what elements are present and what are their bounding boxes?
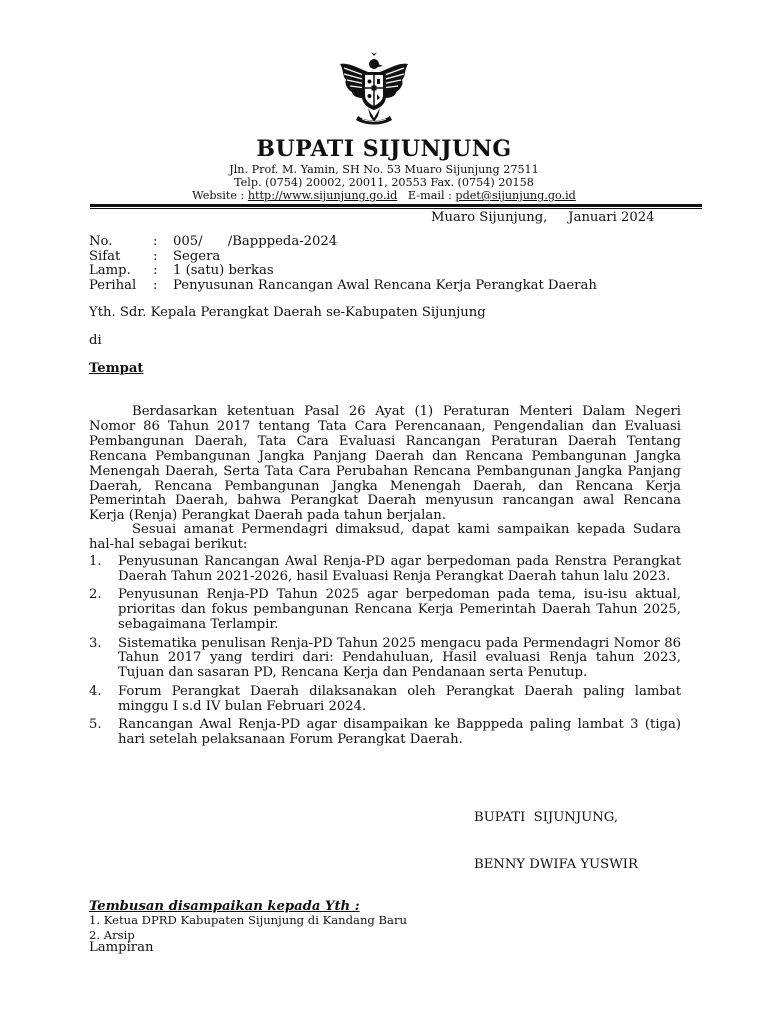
letter-meta	[89, 235, 597, 293]
meta-row-number	[89, 235, 597, 250]
signature-title: BUPATI SIJUNJUNG,	[474, 810, 619, 825]
meta-value: 005/ /Bapppeda-2024	[173, 234, 338, 249]
meta-colon: :	[153, 277, 158, 293]
letterhead-contact	[0, 189, 768, 203]
website-prefix: Website :	[192, 189, 248, 202]
signature-name: BENNY DWIFA YUSWIR	[474, 857, 638, 872]
list-text: Rancangan Awal Renja-PD agar disampaikan ke Bapppeda paling lambat 3 (tiga) hari setelah pelaksanaan Forum Perangkat Daerah.	[118, 717, 681, 747]
attachment-label: Lampiran	[89, 940, 154, 955]
website-link[interactable]: http://www.sijunjung.go.id	[247, 189, 398, 202]
letterhead-phone: Telp. (0754) 20002, 20011, 20553 Fax. (0754) 20158	[234, 176, 534, 189]
list-number: 5.	[89, 717, 102, 733]
list-number: 1.	[89, 554, 102, 569]
letterhead-title: BUPATI SIJUNJUNG	[256, 136, 512, 162]
list-item	[89, 588, 681, 633]
garuda-emblem-icon	[338, 52, 410, 128]
letterhead-divider	[90, 204, 702, 207]
meta-row-nature	[89, 250, 597, 265]
meta-value: Penyusunan Rancangan Awal Rencana Kerja Perangkat Daerah	[173, 277, 597, 293]
list-item	[89, 685, 681, 715]
list-number: 3.	[89, 635, 102, 651]
cc-list	[89, 913, 407, 942]
list-item	[89, 718, 681, 748]
meta-label: No.	[89, 234, 113, 249]
recipient-place: Tempat	[89, 361, 144, 376]
meta-row-attachment	[89, 264, 597, 279]
meta-colon: :	[153, 263, 158, 278]
list-number: 2.	[89, 587, 102, 603]
letterhead-divider-thin	[90, 208, 702, 209]
meta-row-subject	[89, 279, 597, 294]
meta-value: Segera	[173, 248, 221, 264]
paragraph-instruction: Sesuai amanat Permendagri dimaksud, dapat kami sampaikan kepada Sudara hal-hal sebagai berikut:	[89, 522, 681, 552]
meta-label: Lamp.	[89, 263, 131, 278]
list-text: Penyusunan Rancangan Awal Renja-PD agar berpedoman pada Renstra Perangkat Daerah Tahun 2021-2026, hasil Evaluasi Renja Perangkat Daerah tahun lalu 2023.	[118, 554, 681, 584]
cc-item: 1. Ketua DPRD Kabupaten Sijunjung di Kandang Baru	[89, 913, 407, 927]
instruction-list	[89, 555, 681, 751]
recipient-di: di	[89, 333, 102, 348]
list-text: Forum Perangkat Daerah dilaksanakan oleh Perangkat Daerah paling lambat minggu I s.d IV bulan Februari 2024.	[118, 683, 681, 714]
cc-item: 2. Arsip	[89, 927, 135, 942]
paragraph-opening: Berdasarkan ketentuan Pasal 26 Ayat (1) Peraturan Menteri Dalam Negeri Nomor 86 Tahun 2017 tentang Tata Cara Perencanaan, Pengendalian dan Evaluasi Pembangunan Daerah, Tata Cara Evaluasi Rancangan Peraturan Daerah Tentang Rencana Pembangunan Jangka Panjang Daerah dan Rencana Pembangunan Jangka Menengah Daerah, Serta Tata Cara Perubahan Rencana Pembangunan Jangka Panjang Daerah, Rencana Pembangunan Jangka Menengah Daerah, dan Rencana Kerja Pemerintah Daerah, bahwa Perangkat Daerah menyusun rancangan awal Rencana Kerja (Renja) Perangkat Daerah pada tahun berjalan.	[89, 404, 681, 524]
meta-label: Perihal	[89, 277, 137, 293]
letterhead-address: Jln. Prof. M. Yamin, SH No. 53 Muaro Sijunjung 27511	[229, 163, 539, 176]
list-item	[89, 637, 681, 682]
meta-label: Sifat	[89, 248, 121, 264]
meta-value: 1 (satu) berkas	[173, 263, 274, 278]
email-link[interactable]: pdet@sijunjung.go.id	[455, 189, 576, 202]
meta-colon: :	[153, 248, 158, 264]
meta-colon: :	[153, 234, 158, 249]
cc-heading: Tembusan disampaikan kepada Yth :	[89, 899, 360, 914]
list-text: Penyusunan Renja-PD Tahun 2025 agar berpedoman pada tema, isu-isu aktual, prioritas dan fokus pembangunan Rencana Kerja Pemerintah Daerah Tahun 2025, sebagaimana Terlampir.	[118, 587, 681, 633]
list-item	[89, 555, 681, 585]
list-text: Sistematika penulisan Renja-PD Tahun 2025 mengacu pada Permendagri Nomor 86 Tahun 2017 yang terdiri dari: Pendahuluan, Hasil evaluasi Renja tahun 2023, Tujuan dan sasaran PD, Rencana Kerja dan Pendanaan serta Penutup.	[118, 635, 681, 681]
list-number: 4.	[89, 683, 102, 699]
recipient: Yth. Sdr. Kepala Perangkat Daerah se-Kabupaten Sijunjung	[89, 305, 486, 320]
letter-date: Muaro Sijunjung, Januari 2024	[431, 210, 655, 225]
email-prefix: E-mail :	[397, 189, 456, 202]
